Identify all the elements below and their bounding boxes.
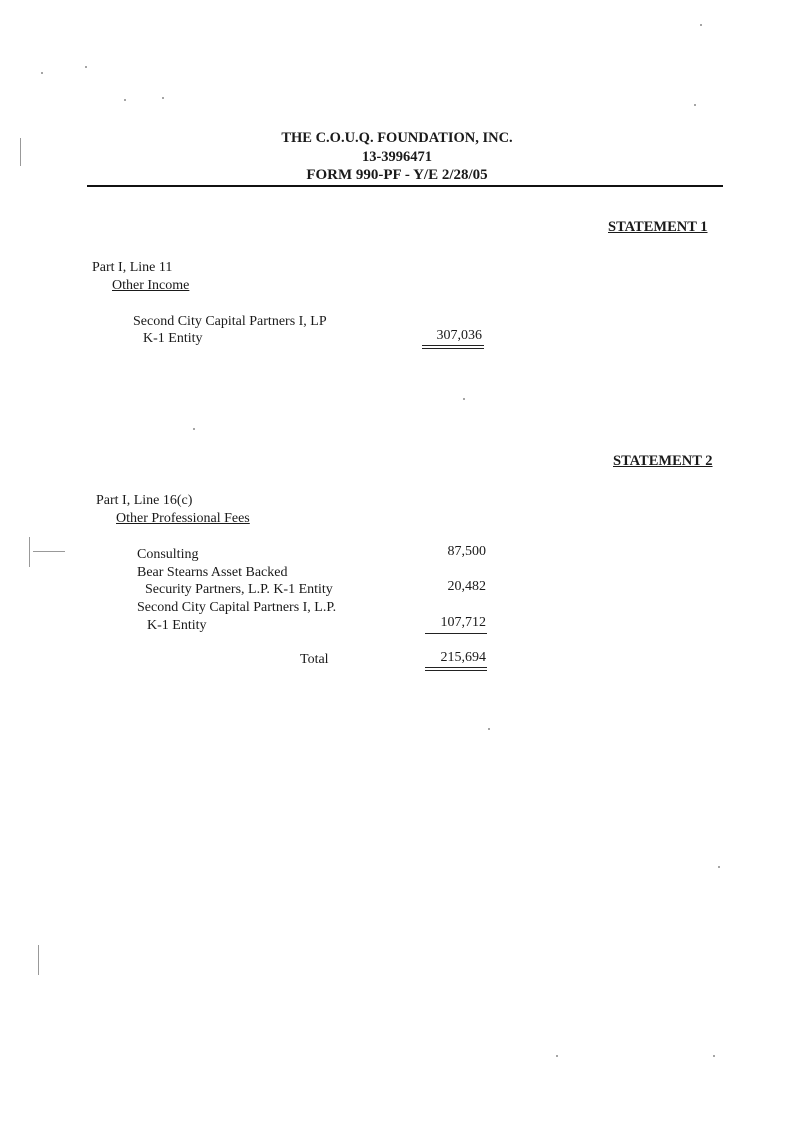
amount-underline [422, 345, 484, 346]
total-amount: 215,694 [440, 650, 486, 665]
scan-mark [33, 551, 65, 552]
fee-item-bear-stearns: Bear Stearns Asset Backed [137, 565, 288, 580]
statement-1-item-name: Second City Capital Partners I, LP [133, 314, 327, 329]
scan-speck [718, 866, 720, 868]
amount-double-underline [422, 348, 484, 349]
scan-mark [29, 537, 30, 567]
scan-speck [162, 97, 164, 99]
scan-speck [556, 1055, 558, 1057]
statement-1-part-line: Part I, Line 11 [92, 260, 173, 275]
subtotal-underline [425, 633, 487, 634]
fee-amount-consulting: 87,500 [447, 544, 486, 559]
ein-number: 13-3996471 [361, 149, 433, 165]
organization-name: THE C.O.U.Q. FOUNDATION, INC. [281, 130, 513, 146]
statement-2-title: STATEMENT 2 [613, 453, 713, 469]
total-label: Total [300, 652, 329, 667]
fee-item-second-city: Second City Capital Partners I, L.P. [137, 600, 337, 615]
scan-speck [488, 728, 490, 730]
statement-1-title: STATEMENT 1 [608, 219, 708, 235]
scan-speck [41, 72, 43, 74]
statement-1-item-name-cont: K-1 Entity [143, 331, 203, 346]
statement-2-subtitle: Other Professional Fees [116, 511, 250, 526]
total-underline [425, 667, 487, 668]
fee-amount-second-city: 107,712 [440, 615, 486, 630]
scan-speck [713, 1055, 715, 1057]
statement-2-part-line: Part I, Line 16(c) [96, 493, 193, 508]
fee-item-second-city-cont: K-1 Entity [147, 618, 207, 633]
fee-item-consulting: Consulting [137, 547, 199, 562]
scan-speck [193, 428, 195, 430]
scan-speck [463, 398, 465, 400]
scan-speck [124, 99, 126, 101]
statement-1-item-amount: 307,036 [436, 328, 482, 343]
scan-mark [20, 138, 21, 166]
total-double-underline [425, 670, 487, 671]
scan-speck [700, 24, 702, 26]
fee-amount-bear-stearns: 20,482 [447, 579, 486, 594]
scan-mark [38, 945, 39, 975]
scan-speck [694, 104, 696, 106]
form-title: FORM 990-PF - Y/E 2/28/05 [306, 167, 488, 183]
statement-1-subtitle: Other Income [112, 278, 190, 293]
fee-item-bear-stearns-cont: Security Partners, L.P. K-1 Entity [145, 582, 333, 597]
header-rule [87, 185, 723, 187]
scan-speck [85, 66, 87, 68]
